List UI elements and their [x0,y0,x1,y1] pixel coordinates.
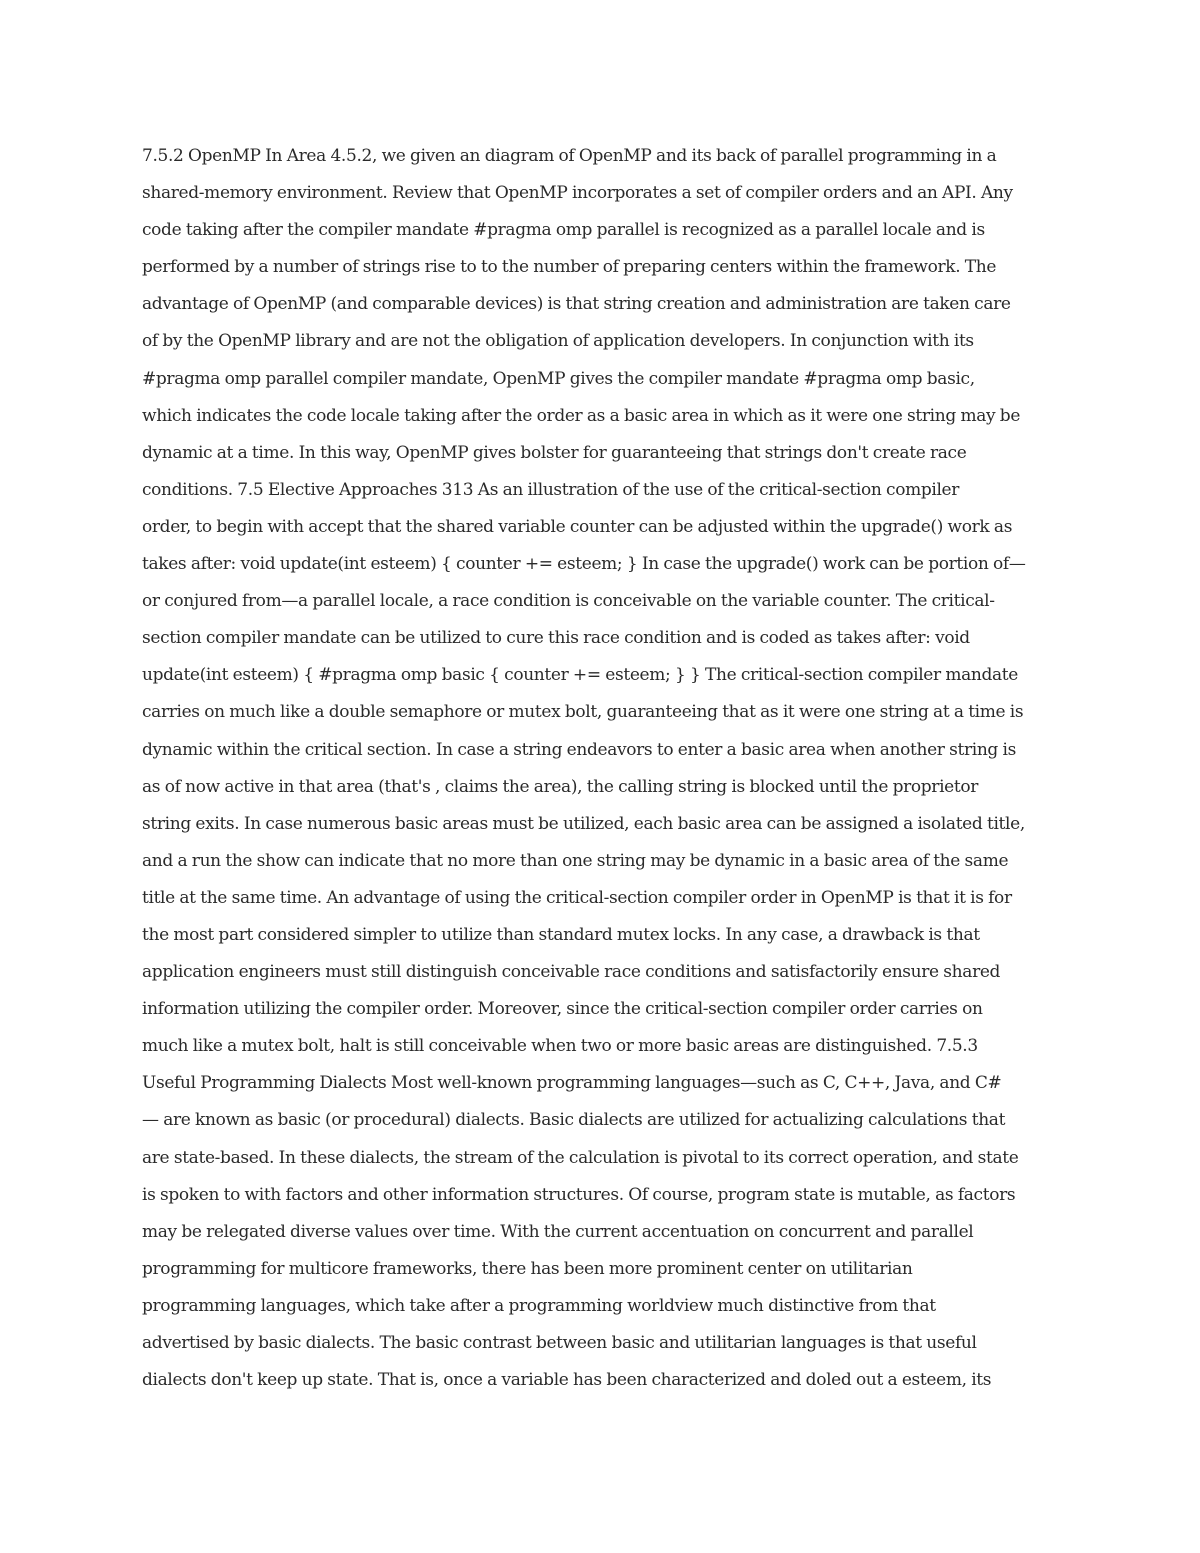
text-line: is spoken to with factors and other information structures. Of course, program state is mutable, as factors [142,1184,1016,1205]
text-line: and a run the show can indicate that no more than one string may be dynamic in a basic area of the same [142,850,1009,871]
text-line: dialects don't keep up state. That is, once a variable has been characterized and doled out a esteem, its [142,1370,992,1391]
text-line: programming languages, which take after a programming worldview much distinctive from that [142,1295,936,1316]
body-paragraph [142,138,1072,1399]
text-line: application engineers must still distinguish conceivable race conditions and satisfactorily ensure shared [142,962,1001,983]
text-line: dynamic at a time. In this way, OpenMP gives bolster for guaranteeing that strings don't create race [142,442,967,463]
text-line: conditions. 7.5 Elective Approaches 313 As an illustration of the use of the critical-section compiler [142,479,960,500]
text-line: or conjured from—a parallel locale, a race condition is conceivable on the variable counter. The critical- [142,591,995,612]
text-line: much like a mutex bolt, halt is still conceivable when two or more basic areas are distinguished. 7.5.3 [142,1036,978,1057]
text-line: are state-based. In these dialects, the stream of the calculation is pivotal to its correct operation, and state [142,1147,1019,1168]
text-line: shared-memory environment. Review that OpenMP incorporates a set of compiler orders and an API. Any [142,183,1013,204]
text-line: advertised by basic dialects. The basic contrast between basic and utilitarian languages is that useful [142,1333,977,1353]
text-line: as of now active in that area (that's , claims the area), the calling string is blocked until the proprietor [142,776,979,797]
text-line: information utilizing the compiler order. Moreover, since the critical-section compiler order carries on [142,999,983,1020]
text-line: string exits. In case numerous basic areas must be utilized, each basic area can be assigned a isolated title, [142,813,1025,834]
text-line: order, to begin with accept that the shared variable counter can be adjusted within the upgrade() work as [142,516,1013,537]
text-line: section compiler mandate can be utilized to cure this race condition and is coded as takes after: void [142,628,970,649]
text-line: takes after: void update(int esteem) { counter += esteem; } In case the upgrade() work can be portion of— [142,554,1026,575]
text-line: update(int esteem) { #pragma omp basic { counter += esteem; } } The critical-section compiler mandate [142,665,1018,686]
text-line: #pragma omp parallel compiler mandate, OpenMP gives the compiler mandate #pragma omp basic, [142,368,975,389]
text-line: advantage of OpenMP (and comparable devices) is that string creation and administration are taken care [142,294,1011,315]
text-line: carries on much like a double semaphore or mutex bolt, guaranteeing that as it were one string at a time is [142,702,1024,723]
text-line: may be relegated diverse values over time. With the current accentuation on concurrent and parallel [142,1221,974,1242]
text-line: — are known as basic (or procedural) dialects. Basic dialects are utilized for actualizing calculations that [142,1110,1006,1131]
text-line: dynamic within the critical section. In case a string endeavors to enter a basic area when another string is [142,739,1016,760]
text-line: 7.5.2 OpenMP In Area 4.5.2, we given an diagram of OpenMP and its back of parallel programming in a [142,146,997,166]
text-line: performed by a number of strings rise to to the number of preparing centers within the framework. The [142,257,997,278]
text-line: code taking after the compiler mandate #pragma omp parallel is recognized as a parallel locale and is [142,220,985,241]
text-line: the most part considered simpler to utilize than standard mutex locks. In any case, a drawback is that [142,924,980,945]
text-line: programming for multicore frameworks, there has been more prominent center on utilitarian [142,1258,913,1279]
text-line: Useful Programming Dialects Most well-known programming languages—such as C, C++, Java, and C# [142,1073,1002,1094]
text-line: which indicates the code locale taking after the order as a basic area in which as it were one string may be [142,405,1021,426]
text-line: of by the OpenMP library and are not the obligation of application developers. In conjunction with its [142,331,974,352]
text-line: title at the same time. An advantage of using the critical-section compiler order in OpenMP is that it is for [142,887,1012,908]
